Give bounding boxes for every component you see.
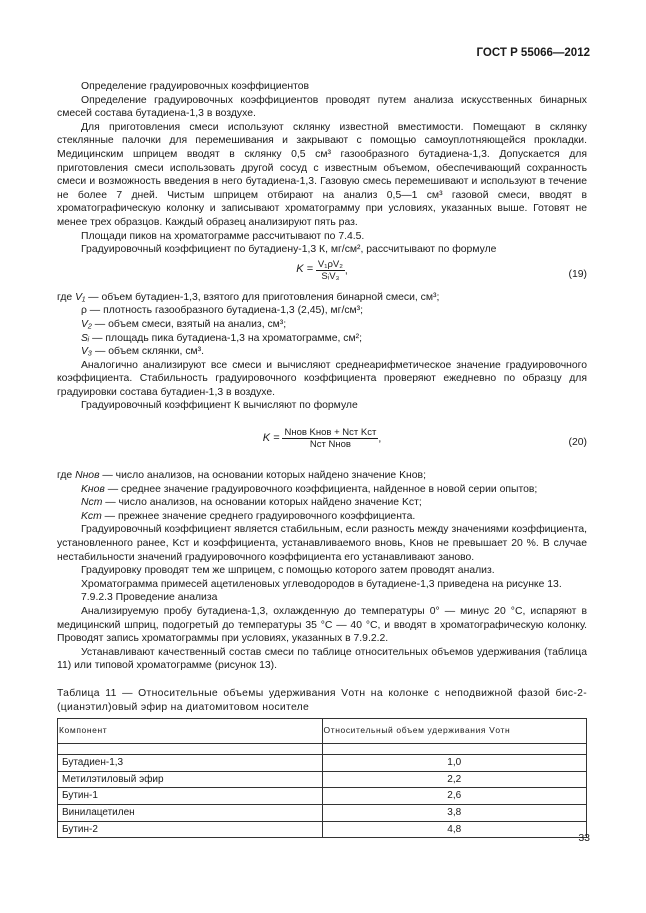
symbol: V₂ [81,318,92,330]
paragraph: Для приготовления смеси используют склянку известной вместимости. Помещают в склянку стеклянные палочки для перемешивания и закрывают с помощью самоуплотняющейся прокладки. Медицинским шприцем вводят в склянку 0,5 см³ газообразного бутадиена-1,3. Допускается для приготовления смеси использовать другой сосуд с известным объемом, обеспечивающий сохранность смеси и возможность введения в него бутадиена-1,3. Газовую смесь перемешивают и используют в течение не более 7 дней. Чистым шприцем отбирают на анализ 0,5—1 см³ газовой смеси, вводят в хроматографическую колонку и записывают хроматограмму при условиях, указанных выше. Готовят не менее трех образцов. Каждый образец анализируют пять раз. [57,121,587,228]
fraction [282,427,378,450]
paragraph: Определение градуировочных коэффициентов проводят путем анализа искусственных бинарных смесей состава бутадиена-1,3 в воздухе. [57,94,587,120]
definition-line: V₃ — объем склянки, см³. [81,346,205,358]
paragraph: Устанавливают качественный состав смеси по таблице относительных объемов удерживания (таблица 11) или типовой хроматограмме (рисунок 13). [57,646,587,672]
symbol: Nст [81,497,103,509]
formula-lhs: K = [262,431,280,444]
symbol: Kнов [81,483,105,495]
symbol: Sᵢ [81,332,90,344]
value-cell: 1,0 [322,755,587,772]
formula-lhs: K = [296,263,314,276]
table-row [58,771,587,788]
formula-19 [57,257,587,291]
component-cell: Бутин-2 [58,821,323,838]
table-row [58,821,587,838]
symbol: ρ [81,305,87,317]
fraction [316,259,345,282]
paragraph: Анализируемую пробу бутадиена-1,3, охлажденную до температуры 0° — минус 20 °С, испаряют в медицинский шприц, подогретый до температуры 35 °С — 40 °С, и вводят в хроматографическую колонку. Проводят запись хроматограммы при условиях, указанных в 7.9.2.2. [57,606,587,645]
formula-20 [57,413,587,469]
paragraph: Градуировку проводят тем же шприцем, с помощью которого затем проводят анализ. [81,565,495,577]
section-title: Определение градуировочных коэффициентов [81,81,310,92]
page-number: 33 [578,832,590,844]
component-cell: Винилацетилен [58,804,323,821]
denominator: SᵢV₃ [321,270,340,282]
formula-tail: , [344,264,348,276]
definition-line: Kнов — среднее значение градуировочного коэффициента, найденное в новой серии опытов; [81,483,538,495]
definition-line: Nст — число анализов, на основании которых найдено значение Kст; [81,497,422,509]
definition-line: Kст — прежнее значение среднего градуировочного коэффициента. [81,510,416,522]
definition-line: V₂ — объем смеси, взятый на анализ, см³; [81,318,287,330]
table-caption: Таблица 11 — Относительные объемы удерживания Vотн на колонке с неподвижной фазой бис-2-(цианэтил)овый эфир на диатомитовом носителе [57,687,587,713]
document-body [57,80,587,838]
paragraph: Градуировочный коэффициент является стабильным, если разность между значениями коэффициента, установленного ранее, Kст и коэффициента, устанавливаемого вновь, Kнов не превышает 20 %. В случае нестабильности значений градуировочного коэффициента его устанавливают заново. [57,524,587,563]
paragraph: Аналогично анализируют все смеси и вычисляют среднеарифметическое значение градуировочного коэффициента. Стабильность градуировочного коэффициента проверяют ежедневно по образцу для градуировки состава бутадиен-1,3 в воздухе. [57,359,587,398]
denominator: Nст Nнов [309,439,351,451]
column-header: Относительный объем удерживания Vотн [322,719,587,744]
table-row [58,755,587,772]
symbol: Nнов [75,470,100,482]
symbol: Kст [81,510,102,522]
definition-line: ρ — плотность газообразного бутадиена-1,3 (2,45), мг/см³; [81,305,364,317]
formula-number: (20) [568,437,587,449]
paragraph: Хроматограмма примесей ацетиленовых углеводородов в бутадиене-1,3 приведена на рисунке 13. [81,578,562,590]
component-cell: Бутин-1 [58,788,323,805]
value-cell: 2,2 [322,771,587,788]
table-spacer-row [58,744,587,755]
formula-tail: , [378,433,382,445]
symbol: V₁ [75,291,86,303]
component-cell: Метилэтиловый эфир [58,771,323,788]
value-cell: 3,8 [322,804,587,821]
retention-table [57,718,587,838]
paragraph: Градуировочный коэффициент К вычисляют по формуле [81,400,358,412]
standard-header: ГОСТ Р 55066—2012 [476,47,590,59]
paragraph: Площади пиков на хроматограмме рассчитывают по 7.4.5. [81,230,365,242]
subsection-title: 7.9.2.3 Проведение анализа [81,592,218,604]
table-row [58,788,587,805]
definition-line: где V₁ — объем бутадиен-1,3, взятого для приготовления бинарной смеси, см³; [57,291,440,303]
definitions-20 [57,469,587,523]
column-header: Компонент [58,719,323,744]
value-cell: 2,6 [322,788,587,805]
numerator: Nнов Kнов + Nст Kст [284,427,377,439]
paragraph: Градуировочный коэффициент по бутадиену-1,3 К, мг/см², рассчитывают по формуле [81,244,497,256]
definition-line: Sᵢ — площадь пика бутадиена-1,3 на хроматограмме, см²; [81,332,362,344]
formula-number: (19) [568,268,587,280]
definition-line: где Nнов — число анализов, на основании которых найдено значение Kнов; [57,470,426,482]
table-row [58,804,587,821]
table-header-row [58,719,587,744]
numerator: V₁ρV₂ [317,258,343,270]
value-cell: 4,8 [322,821,587,838]
component-cell: Бутадиен-1,3 [58,755,323,772]
definitions-19 [57,291,587,359]
symbol: V₃ [81,346,93,358]
